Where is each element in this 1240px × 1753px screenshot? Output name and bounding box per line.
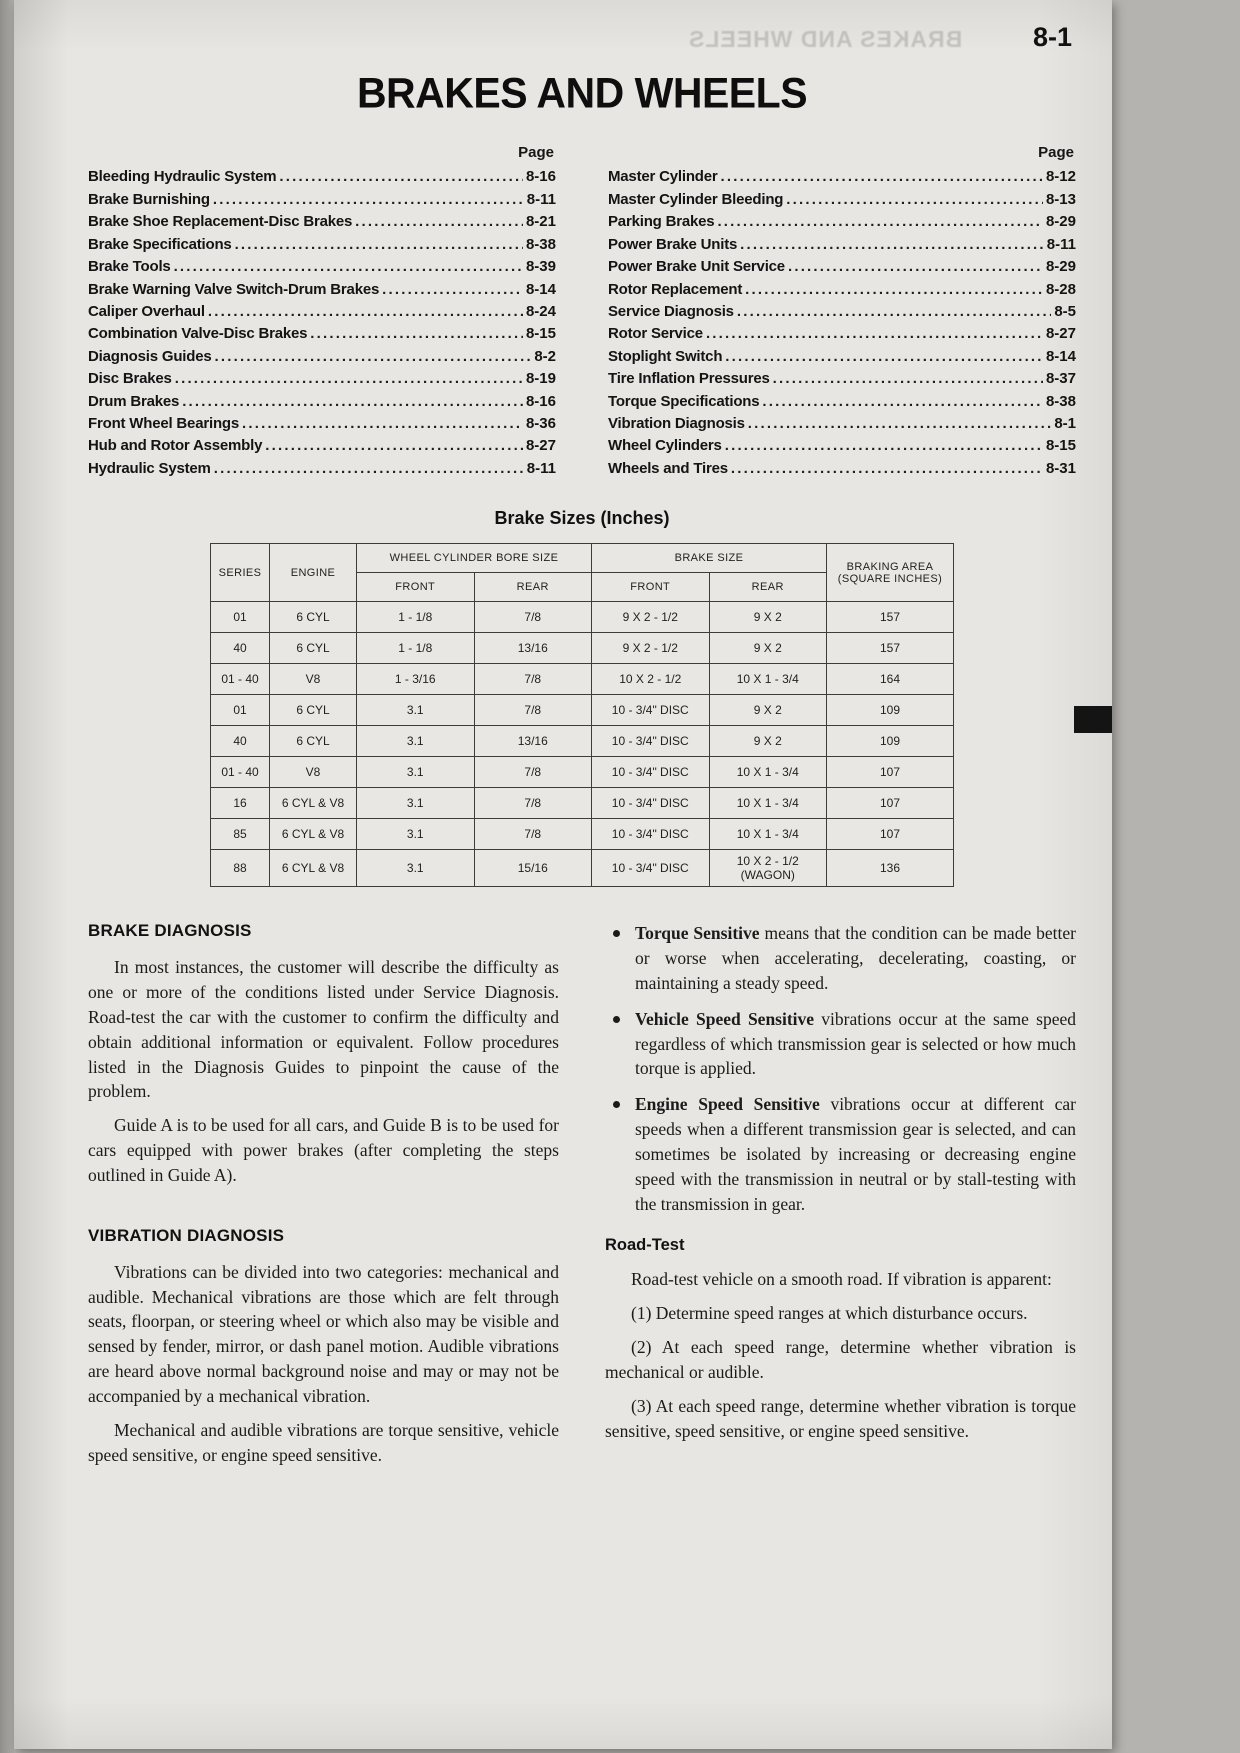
toc-entry (88, 234, 556, 256)
cell-brake-front: 10 - 3/4" DISC (592, 726, 710, 757)
cell-brake-front: 10 - 3/4" DISC (592, 850, 710, 887)
cell-wcb-front: 1 - 3/16 (357, 664, 475, 695)
cell-wcb-rear: 13/16 (474, 726, 592, 757)
bullet-text: vibrations occur at the same speed regardless of which transmission gear is selected or how much torque is applied. (635, 1008, 1076, 1079)
toc-leader-dots (725, 435, 1043, 457)
toc-leader-dots (174, 256, 523, 278)
toc-entry-page: 8-16 (525, 168, 556, 186)
toc-leader-dots (215, 346, 532, 368)
bleedthrough-ghost-title: BRAKES AND WHEELS (687, 26, 962, 52)
toc-entry-page: 8-27 (525, 437, 556, 455)
toc-entry-label: Combination Valve-Disc Brakes (88, 325, 308, 343)
toc-entry (608, 346, 1076, 368)
cell-area: 107 (827, 788, 954, 819)
toc-entry-label: Brake Burnishing (88, 190, 210, 208)
toc-entry-label: Wheel Cylinders (608, 437, 722, 455)
bullet-lead: Engine Speed Sensitive (635, 1094, 820, 1115)
toc-entry (608, 435, 1076, 457)
bullet-icon (613, 1016, 620, 1023)
heading-brake-diagnosis: BRAKE DIAGNOSIS (88, 921, 252, 941)
cell-wcb-front: 3.1 (357, 695, 475, 726)
cell-wcb-rear: 7/8 (474, 757, 592, 788)
cell-brake-rear: 10 X 1 - 3/4 (709, 757, 827, 788)
cell-series: 85 (211, 819, 270, 850)
col-header-wcb-rear: REAR (474, 573, 592, 602)
toc-entry (88, 256, 556, 278)
paragraph: Vibrations can be divided into two categories: mechanical and audible. Mechanical vibrations are those which are felt through seats, floorpan, or steering wheel or which also may be visible and sensed by fender, mirror, or dash panel motion. Audible vibrations are heard above normal background noise and may or may not be accompanied by a mechanical vibration. (88, 1261, 559, 1406)
toc-entry-page: 8-11 (526, 190, 556, 208)
cell-brake-rear: 9 X 2 (709, 602, 827, 633)
toc-entry-page: 8-21 (525, 213, 556, 231)
cell-engine: V8 (270, 757, 357, 788)
toc-entry-page: 8-36 (525, 414, 556, 432)
cell-brake-rear: 9 X 2 (709, 633, 827, 664)
table-row (211, 819, 954, 850)
cell-brake-front: 10 - 3/4" DISC (592, 788, 710, 819)
toc-entry-page: 8-16 (525, 392, 556, 410)
toc-entry-page: 8-2 (534, 347, 556, 365)
toc-leader-dots (235, 234, 523, 256)
cell-wcb-rear: 13/16 (474, 633, 592, 664)
toc-entry-page: 8-15 (525, 325, 556, 343)
cell-area: 107 (827, 757, 954, 788)
toc-entry-page: 8-13 (1045, 190, 1076, 208)
toc-entry (88, 458, 556, 480)
list-item (605, 921, 1076, 996)
toc-entry-page: 8-31 (1045, 459, 1076, 477)
cell-wcb-front: 3.1 (357, 788, 475, 819)
toc-entry (88, 323, 556, 345)
toc-entry-label: Hub and Rotor Assembly (88, 437, 263, 455)
cell-area: 107 (827, 819, 954, 850)
heading-road-test: Road-Test (605, 1236, 685, 1255)
col-header-brake-front: FRONT (592, 573, 710, 602)
toc-leader-dots (182, 391, 523, 413)
toc-entry-label: Brake Specifications (88, 235, 232, 253)
cell-wcb-front: 1 - 1/8 (357, 633, 475, 664)
toc-entry (88, 166, 556, 188)
toc-entry (608, 413, 1076, 435)
cell-engine: 6 CYL (270, 602, 357, 633)
toc-entry (608, 279, 1076, 301)
cell-brake-rear: 9 X 2 (709, 695, 827, 726)
toc-entry (88, 435, 556, 457)
toc-entry-label: Disc Brakes (88, 370, 172, 388)
bullet-lead: Torque Sensitive (635, 923, 760, 944)
col-header-series: SERIES (211, 544, 270, 602)
cell-series: 40 (211, 633, 270, 664)
paragraph: In most instances, the customer will describe the difficulty as one or more of the conditions listed under Service Diagnosis. Road-test the car with the customer to confirm the difficulty and obtain additional information or equivalent. Follow procedures listed in the Diagnosis Guides to pinpoint the cause of the problem. (88, 957, 559, 1102)
cell-engine: V8 (270, 664, 357, 695)
cell-brake-front: 10 - 3/4" DISC (592, 819, 710, 850)
cell-wcb-rear: 7/8 (474, 602, 592, 633)
toc-entry-page: 8-14 (525, 280, 556, 298)
cell-engine: 6 CYL (270, 633, 357, 664)
cell-engine: 6 CYL & V8 (270, 788, 357, 819)
cell-brake-rear: 10 X 1 - 3/4 (709, 788, 827, 819)
toc-leader-dots (762, 391, 1043, 413)
scan-edge-shadow (0, 0, 14, 1753)
cell-brake-rear: 10 X 1 - 3/4 (709, 664, 827, 695)
index-right-column (608, 144, 1076, 480)
toc-entry-page: 8-24 (525, 302, 556, 320)
toc-entry-page: 8-37 (1045, 370, 1076, 388)
toc-entry-page: 8-11 (1046, 235, 1076, 253)
toc-entry-label: Power Brake Units (608, 235, 738, 253)
toc-entry-label: Brake Tools (88, 258, 171, 276)
paragraph: (2) At each speed range, determine whether vibration is mechanical or audible. (605, 1337, 1076, 1382)
toc-entry (608, 189, 1076, 211)
toc-leader-dots (748, 413, 1052, 435)
toc-entry-label: Brake Shoe Replacement-Disc Brakes (88, 213, 353, 231)
page-number: 8-1 (1032, 22, 1072, 52)
paragraph: (1) Determine speed ranges at which disturbance occurs. (631, 1303, 1028, 1324)
toc-leader-dots (175, 368, 523, 390)
toc-entry-label: Hydraulic System (88, 459, 211, 477)
index-section (88, 144, 1076, 480)
toc-entry-page: 8-14 (1045, 347, 1076, 365)
toc-entry-label: Front Wheel Bearings (88, 414, 240, 432)
cell-area: 109 (827, 695, 954, 726)
body-left-column (88, 921, 559, 1476)
toc-leader-dots (773, 368, 1043, 390)
toc-leader-dots (214, 458, 524, 480)
toc-entry-page: 8-38 (525, 235, 556, 253)
cell-brake-rear: 9 X 2 (709, 726, 827, 757)
toc-leader-dots (265, 435, 523, 457)
cell-area: 157 (827, 633, 954, 664)
toc-entry (608, 166, 1076, 188)
cell-wcb-front: 3.1 (357, 850, 475, 887)
toc-entry (88, 301, 556, 323)
toc-entry-label: Torque Specifications (608, 392, 760, 410)
cell-wcb-front: 3.1 (357, 819, 475, 850)
toc-entry-label: Rotor Service (608, 325, 703, 343)
col-header-brake-rear: REAR (709, 573, 827, 602)
list-item (605, 1007, 1076, 1082)
col-header-braking-area (827, 544, 954, 602)
toc-entry (88, 413, 556, 435)
toc-entry-label: Parking Brakes (608, 213, 715, 231)
toc-entry (608, 323, 1076, 345)
col-header-brake-size: BRAKE SIZE (592, 544, 827, 573)
list-item (605, 1092, 1076, 1216)
cell-brake-front: 10 - 3/4" DISC (592, 695, 710, 726)
toc-entry-label: Power Brake Unit Service (608, 258, 785, 276)
cell-brake-rear: 10 X 1 - 3/4 (709, 819, 827, 850)
toc-leader-dots (745, 279, 1043, 301)
cell-engine: 6 CYL & V8 (270, 819, 357, 850)
chapter-edge-tab (1074, 706, 1112, 733)
toc-entry (88, 391, 556, 413)
page-column-header: Page (1038, 144, 1074, 162)
toc-leader-dots (355, 211, 523, 233)
cell-wcb-rear: 7/8 (474, 788, 592, 819)
col-header-engine: ENGINE (270, 544, 357, 602)
toc-entry-page: 8-5 (1054, 302, 1076, 320)
col-header-wheel-cylinder-bore: WHEEL CYLINDER BORE SIZE (357, 544, 592, 573)
table-row (211, 726, 954, 757)
cell-series: 01 (211, 695, 270, 726)
toc-entry-label: Brake Warning Valve Switch-Drum Brakes (88, 280, 380, 298)
cell-engine: 6 CYL & V8 (270, 850, 357, 887)
toc-entry (88, 211, 556, 233)
toc-entry-label: Wheels and Tires (608, 459, 728, 477)
sensitivity-bullet-list (605, 921, 1076, 1216)
cell-brake-front: 10 X 2 - 1/2 (592, 664, 710, 695)
bullet-lead: Vehicle Speed Sensitive (635, 1008, 815, 1029)
toc-entry-page: 8-19 (525, 370, 556, 388)
bullet-text: means that the condition can be made better or worse when accelerating, decelerating, coasting, or maintaining a steady speed. (635, 923, 1076, 993)
toc-leader-dots (721, 166, 1043, 188)
toc-entry-page: 8-28 (1045, 280, 1076, 298)
toc-entry-page: 8-11 (526, 459, 556, 477)
cell-series: 40 (211, 726, 270, 757)
table-row (211, 788, 954, 819)
cell-area: 157 (827, 602, 954, 633)
cell-engine: 6 CYL (270, 695, 357, 726)
toc-entry-label: Rotor Replacement (608, 280, 743, 298)
cell-wcb-rear: 7/8 (474, 695, 592, 726)
toc-leader-dots (740, 234, 1044, 256)
cell-area: 109 (827, 726, 954, 757)
toc-entry (88, 189, 556, 211)
toc-entry-label: Caliper Overhaul (88, 302, 205, 320)
paragraph: Road-test vehicle on a smooth road. If vibration is apparent: (631, 1269, 1052, 1290)
paragraph: Guide A is to be used for all cars, and Guide B is to be used for cars equipped with power brakes (after completing the steps outlined in Guide A). (88, 1115, 559, 1185)
toc-entry-label: Master Cylinder Bleeding (608, 190, 784, 208)
bullet-icon (613, 1101, 620, 1108)
cell-wcb-rear: 7/8 (474, 819, 592, 850)
bullet-icon (613, 930, 620, 937)
toc-entry (88, 346, 556, 368)
toc-entry (608, 256, 1076, 278)
brake-sizes-table (210, 543, 954, 887)
table-row (211, 602, 954, 633)
bullet-text: vibrations occur at different car speeds when a different transmission gear is selected, and can sometimes be isolated by increasing or decreasing engine speed with the transmission in neutral or by stall-testing with the transmission in gear. (635, 1094, 1076, 1214)
index-left-column (88, 144, 556, 480)
body-right-column (605, 921, 1076, 1476)
table-row (211, 664, 954, 695)
page-title: BRAKES AND WHEELS (356, 68, 808, 118)
toc-leader-dots (731, 458, 1043, 480)
toc-entry-label: Drum Brakes (88, 392, 180, 410)
heading-vibration-diagnosis: VIBRATION DIAGNOSIS (88, 1225, 285, 1245)
cell-brake-front: 9 X 2 - 1/2 (592, 602, 710, 633)
toc-entry-label: Bleeding Hydraulic System (88, 168, 277, 186)
toc-entry-page: 8-39 (525, 258, 556, 276)
toc-leader-dots (737, 301, 1051, 323)
toc-entry-page: 8-29 (1045, 213, 1076, 231)
toc-entry-label: Stoplight Switch (608, 347, 723, 365)
toc-leader-dots (382, 279, 523, 301)
brake-sizes-table-title: Brake Sizes (Inches) (494, 508, 670, 529)
toc-entry-page: 8-12 (1045, 168, 1076, 186)
toc-entry (608, 301, 1076, 323)
toc-leader-dots (310, 323, 523, 345)
cell-series: 01 - 40 (211, 664, 270, 695)
toc-entry-page: 8-38 (1045, 392, 1076, 410)
cell-engine: 6 CYL (270, 726, 357, 757)
toc-entry-label: Diagnosis Guides (88, 347, 212, 365)
cell-wcb-rear: 7/8 (474, 664, 592, 695)
cell-brake-front: 9 X 2 - 1/2 (592, 633, 710, 664)
toc-entry (608, 391, 1076, 413)
page-column-header: Page (518, 144, 554, 162)
body-text-section (88, 921, 1076, 1476)
toc-entry (608, 458, 1076, 480)
paragraph: (3) At each speed range, determine whether vibration is torque sensitive, speed sensitive, or engine speed sensitive. (605, 1395, 1076, 1441)
toc-leader-dots (213, 189, 524, 211)
toc-leader-dots (725, 346, 1043, 368)
table-row (211, 695, 954, 726)
toc-leader-dots (788, 256, 1043, 278)
cell-brake-front: 10 - 3/4" DISC (592, 757, 710, 788)
toc-leader-dots (279, 166, 523, 188)
cell-wcb-front: 3.1 (357, 726, 475, 757)
toc-entry-label: Vibration Diagnosis (608, 414, 745, 432)
toc-entry-label: Service Diagnosis (608, 302, 734, 320)
toc-entry (608, 211, 1076, 233)
toc-leader-dots (208, 301, 523, 323)
cell-wcb-front: 1 - 1/8 (357, 602, 475, 633)
table-row (211, 757, 954, 788)
paragraph: Mechanical and audible vibrations are torque sensitive, vehicle speed sensitive, or engine speed sensitive. (88, 1419, 559, 1465)
toc-leader-dots (706, 323, 1043, 345)
braking-area-line1: BRAKING AREA (846, 560, 934, 573)
cell-area: 136 (827, 850, 954, 887)
toc-entry-label: Master Cylinder (608, 168, 718, 186)
table-row (211, 850, 954, 887)
cell-area: 164 (827, 664, 954, 695)
toc-entry-page: 8-27 (1045, 325, 1076, 343)
toc-entry (608, 234, 1076, 256)
cell-brake-rear: 10 X 2 - 1/2 (WAGON) (709, 850, 827, 887)
cell-wcb-front: 3.1 (357, 757, 475, 788)
toc-leader-dots (717, 211, 1043, 233)
cell-series: 01 - 40 (211, 757, 270, 788)
toc-entry-label: Tire Inflation Pressures (608, 370, 770, 388)
col-header-wcb-front: FRONT (357, 573, 475, 602)
cell-series: 01 (211, 602, 270, 633)
toc-entry-page: 8-1 (1054, 414, 1076, 432)
cell-series: 16 (211, 788, 270, 819)
toc-entry-page: 8-15 (1045, 437, 1076, 455)
cell-series: 88 (211, 850, 270, 887)
toc-entry-page: 8-29 (1045, 258, 1076, 276)
cell-wcb-rear: 15/16 (474, 850, 592, 887)
toc-entry (88, 368, 556, 390)
toc-entry (608, 368, 1076, 390)
toc-leader-dots (242, 413, 523, 435)
manual-page (14, 0, 1112, 1749)
braking-area-line2: (SQUARE INCHES) (837, 572, 943, 585)
table-row (211, 633, 954, 664)
toc-entry (88, 279, 556, 301)
toc-leader-dots (786, 189, 1043, 211)
